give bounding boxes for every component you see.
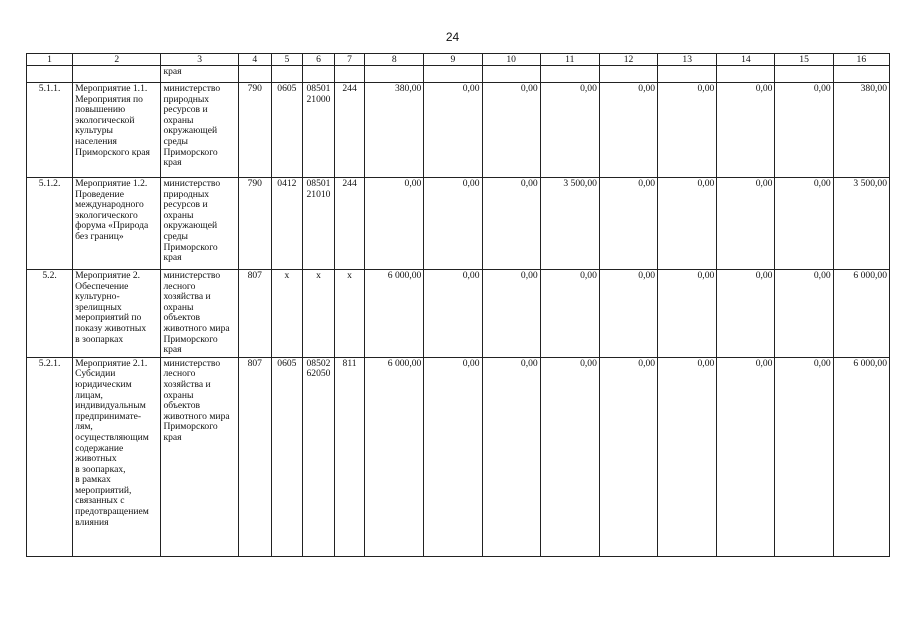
value-cell: 0,00 <box>599 178 657 270</box>
continuation-row <box>27 66 890 83</box>
value-cell: 0,00 <box>424 83 482 178</box>
grbs-code: 790 <box>238 178 271 270</box>
value-cell: 3 500,00 <box>540 178 599 270</box>
value-cell: 0,00 <box>717 178 775 270</box>
executor: министерство природных ресурсов и охраны окружающей среды Приморского края <box>161 83 238 178</box>
value-cell: 0,00 <box>599 357 657 556</box>
value-cell: 0,00 <box>540 83 599 178</box>
row-number: 5.1.1. <box>27 83 73 178</box>
table-row <box>27 83 890 178</box>
value-cell: 0,00 <box>717 83 775 178</box>
grbs-code: 807 <box>238 357 271 556</box>
value-cell: 0,00 <box>599 270 657 358</box>
csr-code: 08502 62050 <box>302 357 334 556</box>
measure-name: Мероприятие 2.1. Субсидии юридическим лицам, индивидуальным предпринимате- лям, осуществляющим содержание животных в зоопарках, в рамках мероприятий, связанных с предотвращением влияния <box>73 357 161 556</box>
value-cell: 6 000,00 <box>365 357 424 556</box>
grbs-code: 807 <box>238 270 271 358</box>
table-row <box>27 270 890 358</box>
value-cell: 0,00 <box>482 83 540 178</box>
value-cell: 3 500,00 <box>833 178 889 270</box>
table-row <box>27 357 890 556</box>
value-cell: 380,00 <box>833 83 889 178</box>
executor: министерство лесного хозяйства и охраны объектов животного мира Приморского края <box>161 357 238 556</box>
value-cell: 0,00 <box>658 178 717 270</box>
column-header: 8 <box>365 54 424 66</box>
column-header: 9 <box>424 54 482 66</box>
value-cell: 0,00 <box>775 357 833 556</box>
row-number: 5.1.2. <box>27 178 73 270</box>
budget-table <box>26 53 890 557</box>
column-header: 15 <box>775 54 833 66</box>
value-cell: 0,00 <box>540 270 599 358</box>
value-cell: 0,00 <box>658 270 717 358</box>
column-header: 6 <box>302 54 334 66</box>
grbs-code: 790 <box>238 83 271 178</box>
vr-code: 244 <box>335 178 365 270</box>
column-header: 13 <box>658 54 717 66</box>
csr-code: 08501 21010 <box>302 178 334 270</box>
value-cell: 0,00 <box>599 83 657 178</box>
value-cell: 0,00 <box>482 178 540 270</box>
column-header: 4 <box>238 54 271 66</box>
value-cell: 0,00 <box>658 357 717 556</box>
rzpr-code: x <box>271 270 302 358</box>
value-cell: 0,00 <box>482 357 540 556</box>
executor: министерство лесного хозяйства и охраны объектов животного мира Приморского края <box>161 270 238 358</box>
value-cell: 0,00 <box>775 83 833 178</box>
value-cell: 0,00 <box>717 270 775 358</box>
column-header: 12 <box>599 54 657 66</box>
table-row <box>27 178 890 270</box>
column-header: 16 <box>833 54 889 66</box>
column-header: 5 <box>271 54 302 66</box>
csr-code: x <box>302 270 334 358</box>
value-cell: 0,00 <box>775 178 833 270</box>
value-cell: 0,00 <box>424 357 482 556</box>
measure-name: Мероприятие 1.2. Проведение международного экологического форума «Природа без границ» <box>73 178 161 270</box>
column-header: 7 <box>335 54 365 66</box>
rzpr-code: 0605 <box>271 357 302 556</box>
value-cell: 0,00 <box>717 357 775 556</box>
page-number: 24 <box>445 30 460 44</box>
value-cell: 6 000,00 <box>365 270 424 358</box>
row-number: 5.2.1. <box>27 357 73 556</box>
value-cell: 0,00 <box>365 178 424 270</box>
rzpr-code: 0412 <box>271 178 302 270</box>
measure-name: Мероприятие 1.1. Мероприятия по повышению экологической культуры населения Приморского края <box>73 83 161 178</box>
value-cell: 0,00 <box>658 83 717 178</box>
executor-continuation: края <box>161 66 238 83</box>
value-cell: 6 000,00 <box>833 357 889 556</box>
csr-code: 08501 21000 <box>302 83 334 178</box>
value-cell: 0,00 <box>424 178 482 270</box>
value-cell: 0,00 <box>482 270 540 358</box>
value-cell: 0,00 <box>540 357 599 556</box>
row-number: 5.2. <box>27 270 73 358</box>
column-header: 2 <box>73 54 161 66</box>
column-number-row <box>27 54 890 66</box>
vr-code: x <box>335 270 365 358</box>
rzpr-code: 0605 <box>271 83 302 178</box>
executor: министерство природных ресурсов и охраны окружающей среды Приморского края <box>161 178 238 270</box>
value-cell: 380,00 <box>365 83 424 178</box>
value-cell: 0,00 <box>775 270 833 358</box>
column-header: 3 <box>161 54 238 66</box>
column-header: 1 <box>27 54 73 66</box>
vr-code: 811 <box>335 357 365 556</box>
vr-code: 244 <box>335 83 365 178</box>
value-cell: 6 000,00 <box>833 270 889 358</box>
column-header: 11 <box>540 54 599 66</box>
measure-name: Мероприятие 2. Обеспечение культурно- зрелищных мероприятий по показу животных в зоопарках <box>73 270 161 358</box>
column-header: 14 <box>717 54 775 66</box>
column-header: 10 <box>482 54 540 66</box>
value-cell: 0,00 <box>424 270 482 358</box>
